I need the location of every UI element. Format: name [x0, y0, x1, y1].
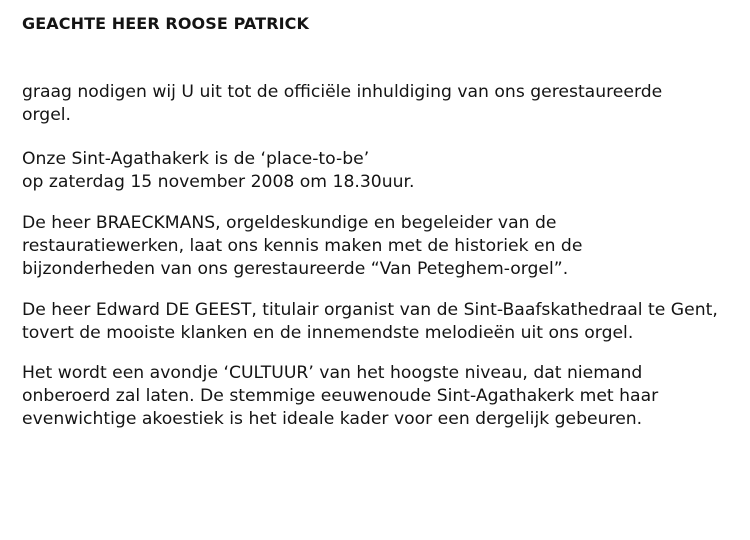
- paragraph-date: [22, 148, 414, 194]
- paragraph-organist: [22, 299, 718, 345]
- text-line: orgel.: [22, 105, 72, 125]
- text-line: De heer BRAECKMANS, orgeldeskundige en begeleider van de: [22, 213, 557, 233]
- text-line: tovert de mooiste klanken en de innemendste melodieën uit ons orgel.: [22, 323, 634, 343]
- text-line: restauratiewerken, laat ons kennis maken met de historiek en de: [22, 236, 583, 256]
- paragraph-closing: [22, 362, 658, 431]
- salutation: GEACHTE HEER ROOSE PATRICK: [22, 14, 310, 33]
- paragraph-invitation: [22, 81, 662, 127]
- text-line: graag nodigen wij U uit tot de officiële inhuldiging van ons gerestaureerde: [22, 82, 663, 102]
- text-line: onberoerd zal laten. De stemmige eeuwenoude Sint-Agathakerk met haar: [22, 386, 659, 406]
- text-line: evenwichtige akoestiek is het ideale kader voor een dergelijk gebeuren.: [22, 409, 643, 429]
- text-line: bijzonderheden van ons gerestaureerde “Van Peteghem-orgel”.: [22, 259, 569, 279]
- text-line: op zaterdag 15 november 2008 om 18.30uur.: [22, 172, 415, 192]
- text-line: De heer Edward DE GEEST, titulair organist van de Sint-Baafskathedraal te Gent,: [22, 300, 718, 320]
- text-line: Het wordt een avondje ‘CULTUUR’ van het hoogste niveau, dat niemand: [22, 363, 643, 383]
- paragraph-speaker: [22, 212, 582, 281]
- text-line: Onze Sint-Agathakerk is de ‘place-to-be’: [22, 149, 370, 169]
